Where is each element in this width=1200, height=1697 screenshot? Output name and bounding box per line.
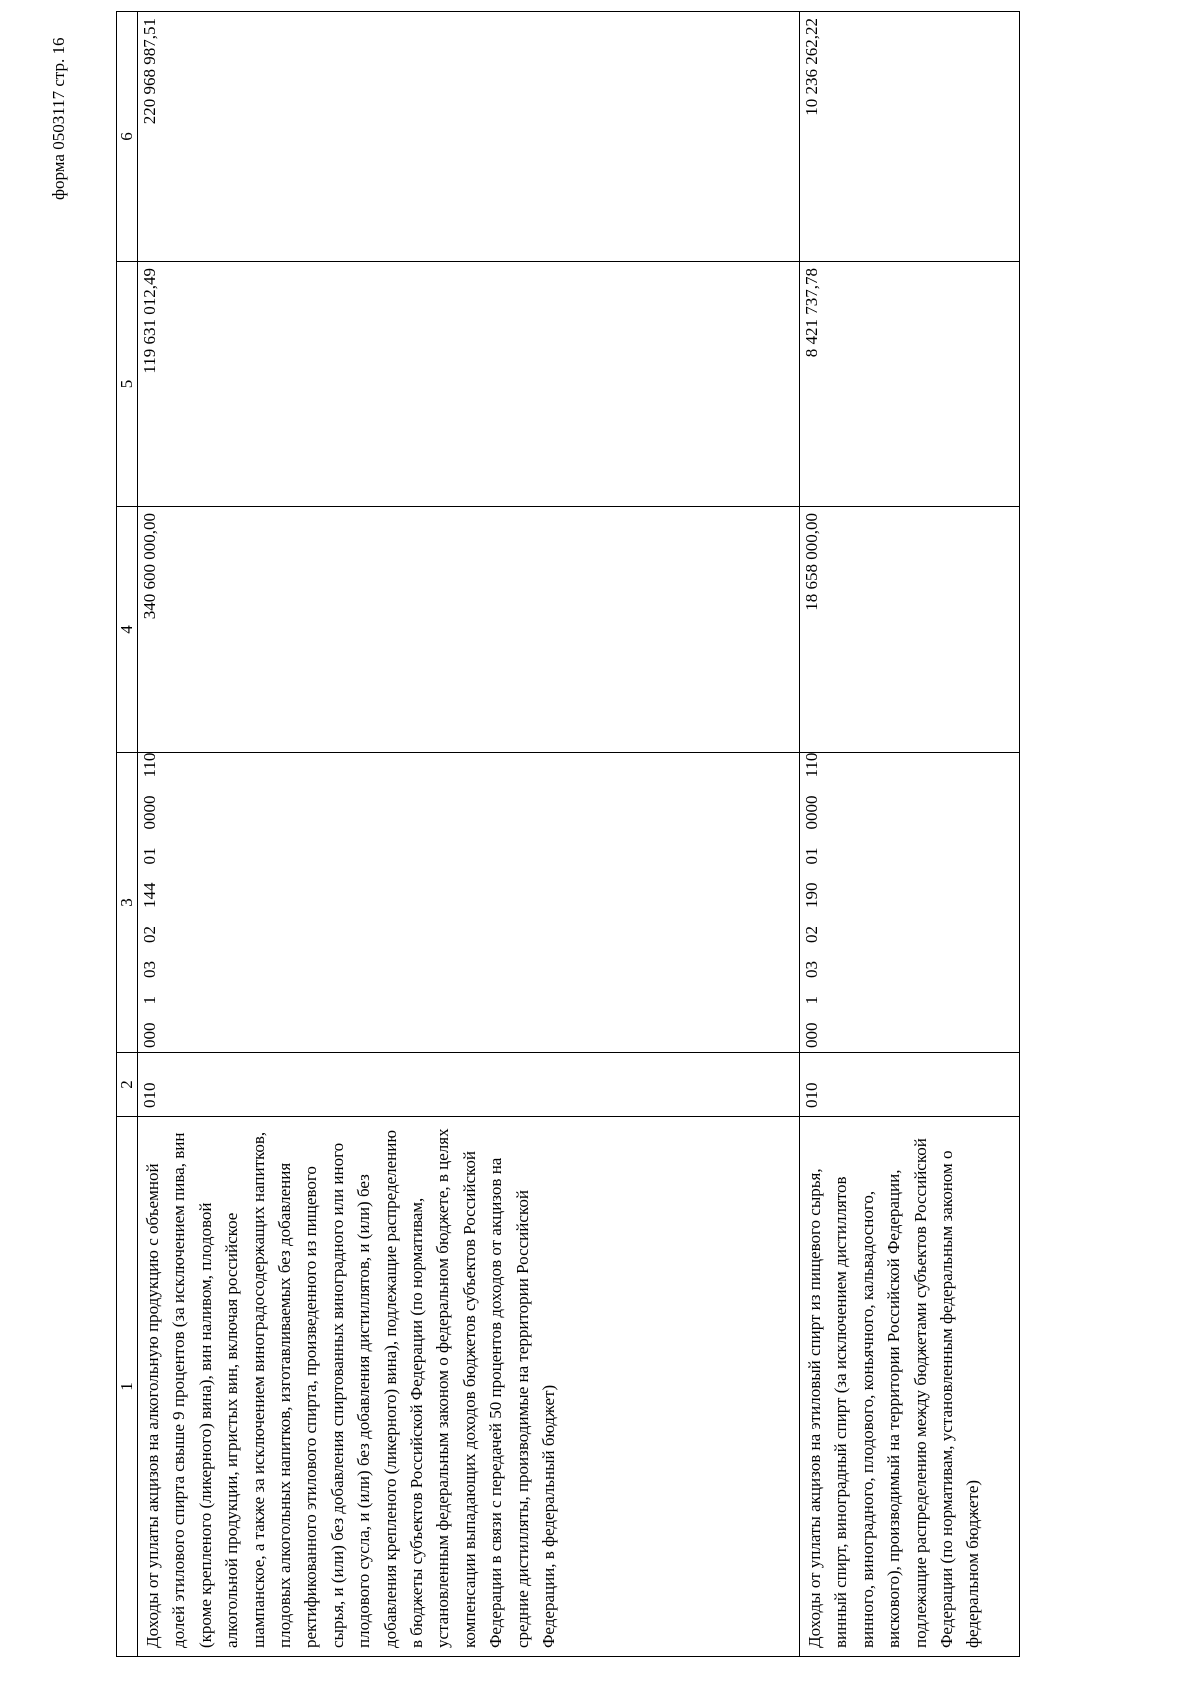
code-part: 02 bbox=[802, 926, 821, 943]
column-number: 5 bbox=[117, 262, 138, 507]
executed-amount: 8 421 737,78 bbox=[800, 262, 1020, 507]
code-part: 1 bbox=[802, 996, 821, 1005]
approved-amount: 340 600 000,00 bbox=[138, 507, 800, 753]
code-part: 01 bbox=[140, 847, 159, 865]
code-part: 02 bbox=[140, 926, 159, 943]
unexecuted-amount: 220 968 987,51 bbox=[138, 12, 800, 262]
executed-amount: 119 631 012,49 bbox=[138, 262, 800, 507]
line-code: 010 bbox=[138, 1053, 800, 1117]
column-number: 1 bbox=[117, 1117, 138, 1657]
column-number-row bbox=[117, 12, 138, 1657]
code-part: 1 bbox=[140, 996, 159, 1005]
code-part: 144 bbox=[140, 882, 159, 908]
form-label: форма 0503117 стр. 16 bbox=[49, 37, 68, 200]
code-part: 0000 bbox=[802, 795, 821, 830]
code-part: 01 bbox=[802, 847, 821, 865]
budget-classification-code bbox=[800, 753, 1020, 1053]
line-code: 010 bbox=[800, 1053, 1020, 1117]
code-part: 000 bbox=[802, 1022, 821, 1048]
code-part: 190 bbox=[802, 882, 821, 908]
table-row bbox=[138, 12, 800, 1657]
column-number: 4 bbox=[117, 507, 138, 753]
code-part: 03 bbox=[140, 961, 159, 978]
column-number: 2 bbox=[117, 1053, 138, 1117]
code-part: 0000 bbox=[140, 795, 159, 830]
table-row bbox=[800, 12, 1020, 1657]
column-number: 6 bbox=[117, 12, 138, 262]
code-part: 000 bbox=[140, 1022, 159, 1048]
column-number: 3 bbox=[117, 753, 138, 1053]
report-table bbox=[116, 11, 1020, 1657]
unexecuted-amount: 10 236 262,22 bbox=[800, 12, 1020, 262]
code-part: 03 bbox=[802, 961, 821, 978]
income-description: Доходы от уплаты акцизов на алкогольную продукцию с объемной долей этилового спирта свыше 9 процентов (за исключением пива, вин (кроме крепленого (ликерного) вина), вин наливом, плодовой алкогольной продукции, игристых вин, включая российское шампанское, а также за исключением виноградосодержащих напитков, плодовых алкогольных напитков, изготавливаемых без добавления ректификованного этилового спирта, произведенного из пищевого сырья, и (или) без добавления спиртованных виноградного или иного плодового сусла, и (или) без добавления дистиллятов, и (или) без добавления крепленого (ликерного) вина), подлежащие распределению в бюджеты субъектов Российской Федерации (по нормативам, установленным федеральным законом о федеральном бюджете, в целях компенсации выпадающих доходов бюджетов субъектов Российской Федерации в связи с передачей 50 процентов доходов от акцизов на средние дистилляты, производимые на территории Российской Федерации, в федеральный бюджет) bbox=[138, 1117, 800, 1657]
income-description: Доходы от уплаты акцизов на этиловый спирт из пищевого сырья, винный спирт, виноградный спирт (за исключением дистиллятов винного, виноградного, плодового, коньячного, кальвадосного, вискового), производимый на территории Российской Федерации, подлежащие распределению между бюджетами субъектов Российской Федерации (по нормативам, установленным федеральным законом о федеральном бюджете) bbox=[800, 1117, 1020, 1657]
code-part: 110 bbox=[140, 752, 159, 778]
budget-classification-code bbox=[138, 753, 800, 1053]
code-part: 110 bbox=[802, 752, 821, 778]
approved-amount: 18 658 000,00 bbox=[800, 507, 1020, 753]
